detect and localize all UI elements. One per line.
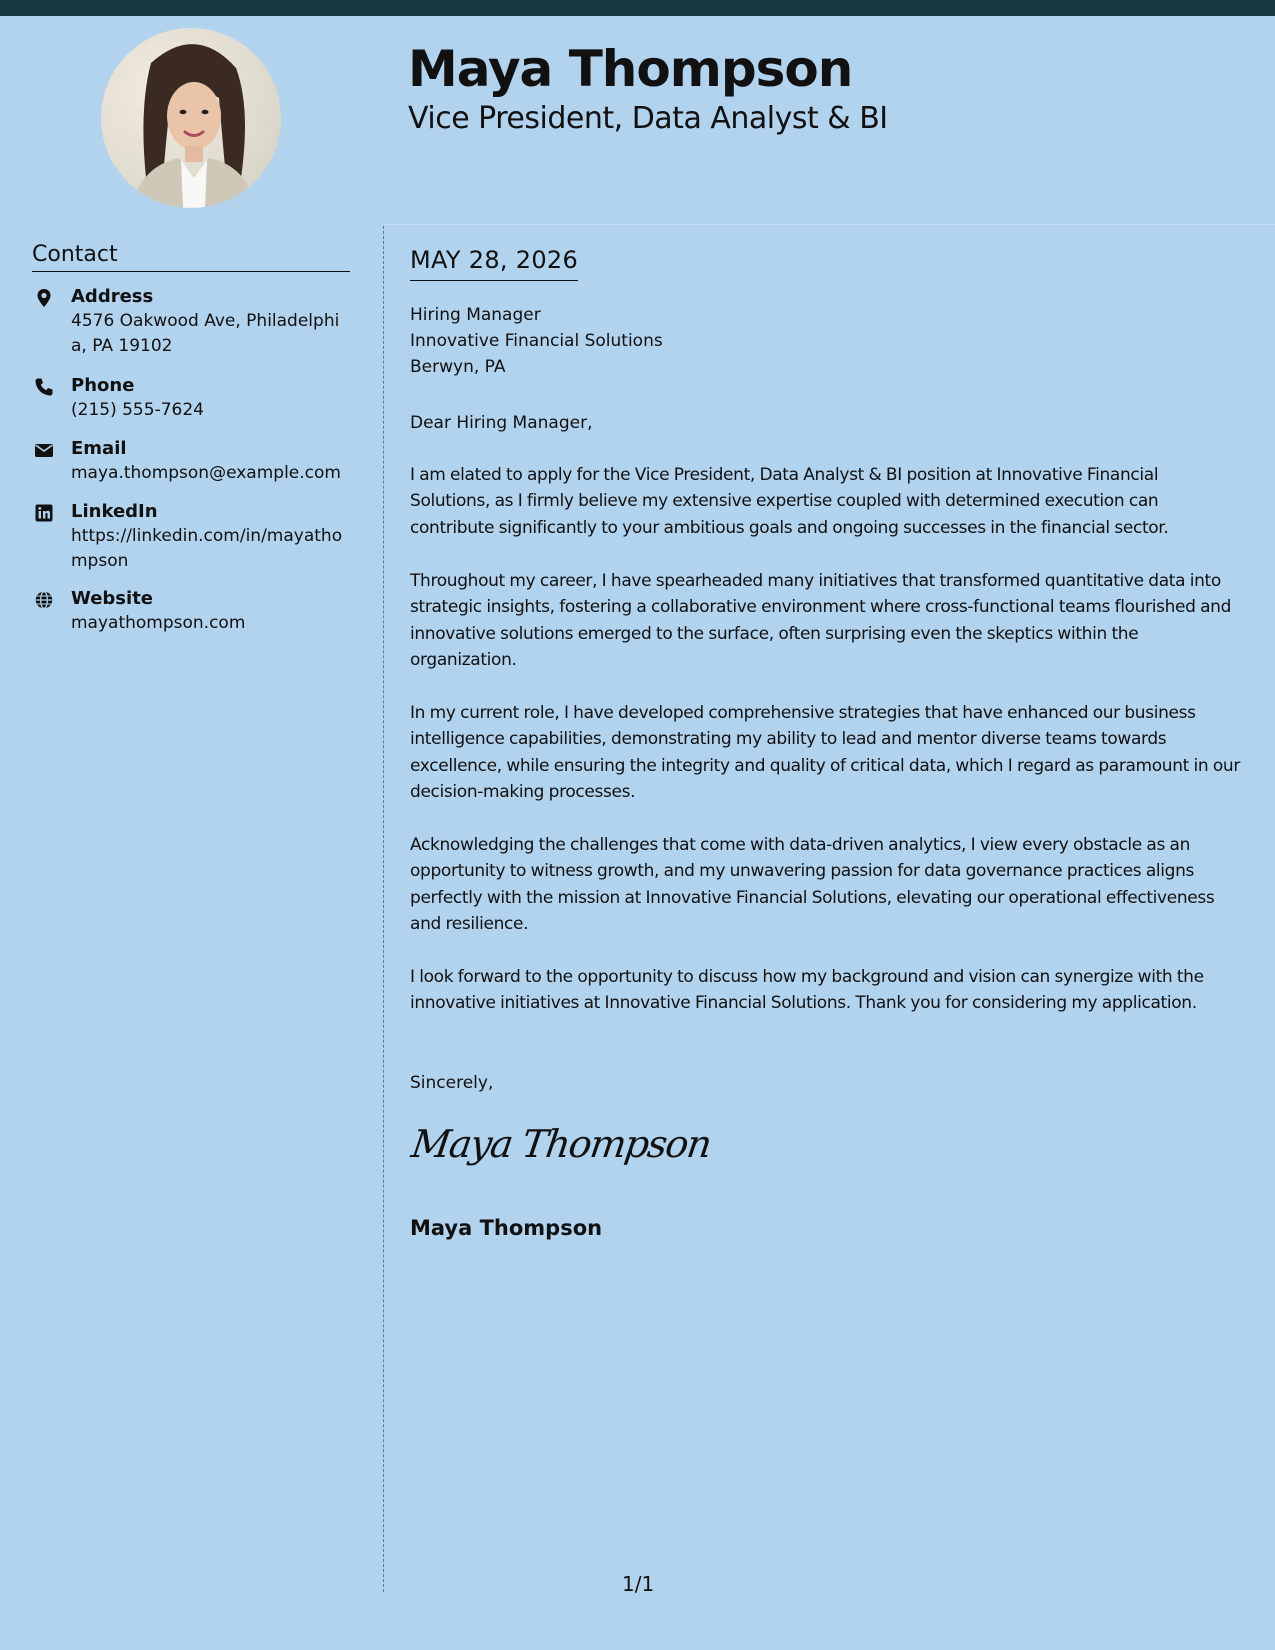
linkedin-icon <box>34 503 54 523</box>
contact-label: Website <box>71 588 154 609</box>
body-paragraph: I am elated to apply for the Vice President, Data Analyst & BI position at Innovative Financial Solutions, as I firmly believe my extensive expertise coupled with determined execution can contribute significantly to your ambitious goals and ongoing successes in the financial sector. <box>410 465 1169 538</box>
contact-value: (215) 555-7624 <box>71 400 204 420</box>
globe-icon <box>34 590 54 610</box>
recipient-location: Berwyn, PA <box>410 357 506 377</box>
body-paragraph: Acknowledging the challenges that come with data-driven analytics, I view every obstacle as an opportunity to witness growth, and my unwavering passion for data governance practices aligns perfectly with the mission at Innovative Financial Solutions, elevating our operational effectiveness and resilience. <box>410 835 1215 934</box>
envelope-icon <box>34 440 54 460</box>
signer-name: Maya Thompson <box>410 1216 603 1240</box>
map-pin-icon <box>34 288 54 308</box>
linkedin-link[interactable]: https://linkedin.com/in/mayathompson <box>71 526 343 571</box>
contact-value: maya.thompson@example.com <box>71 463 341 483</box>
candidate-name: Maya Thompson <box>408 40 853 98</box>
closing: Sincerely, <box>410 1073 494 1093</box>
profile-photo <box>101 28 281 208</box>
column-divider <box>383 226 384 1592</box>
salutation: Dear Hiring Manager, <box>410 413 593 433</box>
candidate-title: Vice President, Data Analyst & BI <box>408 101 888 136</box>
letter-date: MAY 28, 2026 <box>410 242 578 281</box>
header-divider <box>384 224 1275 225</box>
phone-icon <box>34 377 54 397</box>
contact-label: Phone <box>71 375 135 396</box>
contact-heading: Contact <box>32 240 350 272</box>
contact-value: 4576 Oakwood Ave, Philadelphia, PA 19102 <box>71 311 340 356</box>
website-link[interactable]: mayathompson.com <box>71 613 246 633</box>
contact-label: Email <box>71 438 127 459</box>
body-paragraph: Throughout my career, I have spearheaded many initiatives that transformed quantitative data into strategic insights, fostering a collaborative environment where cross-functional teams flourished and innovative solutions emerged to the surface, often surprising even the skeptics within the organization. <box>410 571 1232 670</box>
page-number: 1/1 <box>622 1572 655 1596</box>
recipient-block <box>410 302 663 380</box>
contact-label: Address <box>71 286 154 307</box>
contact-label: LinkedIn <box>71 501 158 522</box>
handwritten-signature: Maya Thompson <box>408 1122 714 1166</box>
body-paragraph: In my current role, I have developed comprehensive strategies that have enhanced our business intelligence capabilities, demonstrating my ability to lead and mentor diverse teams towards excellence, while ensuring the integrity and quality of critical data, which I regard as paramount in our decision-making processes. <box>410 703 1240 802</box>
recipient-company: Innovative Financial Solutions <box>410 331 663 351</box>
top-accent-bar <box>0 0 1275 16</box>
recipient-name: Hiring Manager <box>410 305 541 325</box>
body-paragraph: I look forward to the opportunity to discuss how my background and vision can synergize with the innovative initiatives at Innovative Financial Solutions. Thank you for considering my application. <box>410 967 1204 1014</box>
